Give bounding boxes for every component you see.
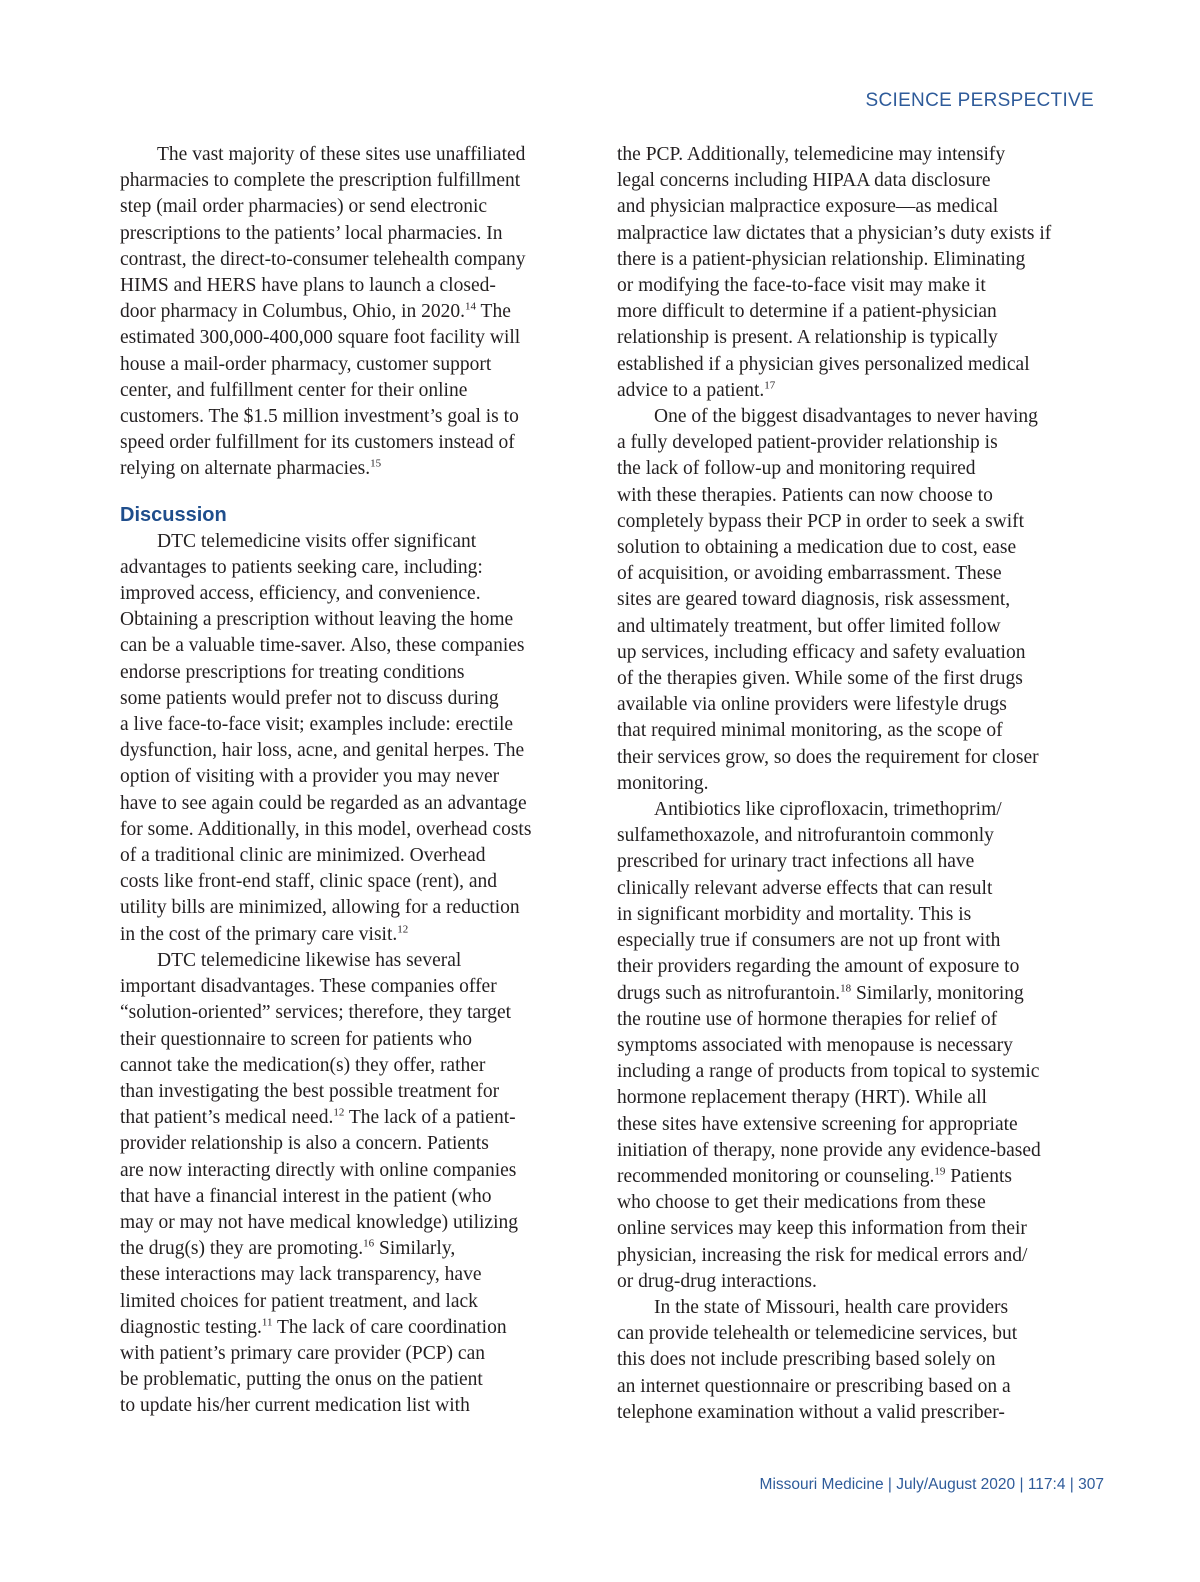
paragraph xyxy=(120,948,568,1420)
text-line: be problematic, putting the onus on the patient xyxy=(120,1369,483,1391)
citation-ref: 18 xyxy=(840,982,852,994)
citation-ref: 19 xyxy=(934,1165,946,1178)
text-line: a live face-to-face visit; examples include: erectile xyxy=(120,714,514,736)
text-line: HIMS and HERS have plans to launch a closed- xyxy=(120,275,496,297)
text-line: endorse prescriptions for treating conditions xyxy=(120,661,465,683)
text-line: there is a patient-physician relationship. Eliminating xyxy=(617,248,1026,270)
text-line: for some. Additionally, in this model, overhead costs xyxy=(120,818,532,840)
text-line: that required minimal monitoring, as the scope of xyxy=(617,720,1003,742)
text-line: malpractice law dictates that a physician’s duty exists if xyxy=(617,222,1052,244)
text-line: with these therapies. Patients can now choose to xyxy=(617,484,993,506)
text-line: with patient’s primary care provider (PCP) can xyxy=(120,1342,485,1364)
text-line: speed order fulfillment for its customers instead of xyxy=(120,432,515,454)
text-line: especially true if consumers are not up front with xyxy=(617,930,1001,952)
text-line: who choose to get their medications from these xyxy=(617,1192,986,1214)
text-line: this does not include prescribing based solely on xyxy=(617,1349,996,1371)
text-line: or modifying the face-to-face visit may make it xyxy=(617,275,986,297)
text-line: step (mail order pharmacies) or send electronic xyxy=(120,196,488,218)
text-line: symptoms associated with menopause is necessary xyxy=(617,1034,1013,1056)
text-line: to update his/her current medication list with xyxy=(120,1395,470,1417)
text-line: solution to obtaining a medication due to cost, ease xyxy=(617,537,1017,559)
issue-date: July/August 2020 xyxy=(896,1476,1016,1493)
text-segment: relying on alternate pharmacies. xyxy=(120,458,371,480)
citation-ref: 12 xyxy=(333,1106,345,1119)
text-line: some patients would prefer not to discuss during xyxy=(120,687,499,709)
left-column xyxy=(120,142,568,1420)
text-line: these sites have extensive screening for appropriate xyxy=(617,1113,1018,1135)
text-line: of the therapies given. While some of the first drugs xyxy=(617,668,1023,690)
citation-ref: 12 xyxy=(397,923,409,936)
text-line: One of the biggest disadvantages to never having xyxy=(654,406,1038,428)
text-line: DTC telemedicine visits offer significant xyxy=(157,530,477,552)
text-line: customers. The $1.5 million investment’s goal is to xyxy=(120,406,519,428)
text-line: option of visiting with a provider you may never xyxy=(120,766,500,788)
text-line xyxy=(120,299,568,325)
text-line xyxy=(617,981,1083,1007)
text-line: including a range of products from topical to systemic xyxy=(617,1061,1040,1083)
text-line: sulfamethoxazole, and nitrofurantoin commonly xyxy=(617,825,994,847)
text-segment: Similarly, xyxy=(374,1238,456,1260)
text-line: completely bypass their PCP in order to seek a swift xyxy=(617,510,1025,532)
text-segment: The xyxy=(480,301,511,323)
text-line: than investigating the best possible treatment for xyxy=(120,1080,500,1102)
text-line: cannot take the medication(s) they offer, rather xyxy=(120,1054,486,1076)
footer-separator: | xyxy=(887,1476,892,1493)
text-line: their services grow, so does the requirement for closer xyxy=(617,746,1039,768)
text-line: legal concerns including HIPAA data disclosure xyxy=(617,170,991,192)
text-line: the routine use of hormone therapies for relief of xyxy=(617,1008,998,1030)
text-segment: The lack of a patient- xyxy=(344,1107,516,1129)
text-line: DTC telemedicine likewise has several xyxy=(157,949,462,971)
text-line: of acquisition, or avoiding embarrassment. These xyxy=(617,563,1002,585)
text-line: prescribed for urinary tract infections all have xyxy=(617,851,975,873)
text-line: monitoring. xyxy=(617,772,709,794)
text-line xyxy=(617,378,1083,404)
text-line xyxy=(120,456,568,482)
volume-issue: 117:4 xyxy=(1027,1476,1066,1493)
text-line: relationship is present. A relationship is typically xyxy=(617,327,998,349)
citation-ref: 14 xyxy=(465,300,477,313)
text-line: pharmacies to complete the prescription fulfillment xyxy=(120,170,521,192)
text-line: Antibiotics like ciprofloxacin, trimethoprim/ xyxy=(654,799,1002,821)
text-line: more difficult to determine if a patient-physician xyxy=(617,301,997,323)
text-line: house a mail-order pharmacy, customer support xyxy=(120,353,492,375)
section-label: SCIENCE PERSPECTIVE xyxy=(865,90,1094,111)
text-segment: drugs such as nitrofurantoin. xyxy=(617,982,841,1004)
text-line: physician, increasing the risk for medical errors and/ xyxy=(617,1244,1028,1266)
section-heading-discussion: Discussion xyxy=(120,503,227,526)
text-line: can be a valuable time-saver. Also, these companies xyxy=(120,635,525,657)
text-line: online services may keep this information from their xyxy=(617,1218,1027,1240)
footer-separator: | xyxy=(1019,1476,1024,1493)
text-line xyxy=(617,1164,1083,1190)
text-line: and physician malpractice exposure—as medical xyxy=(617,196,999,218)
text-segment: that patient’s medical need. xyxy=(120,1107,334,1129)
text-line: the PCP. Additionally, telemedicine may intensify xyxy=(617,144,1006,165)
text-line: estimated 300,000-400,000 square foot facility will xyxy=(120,327,521,349)
text-line: utility bills are minimized, allowing for a reduction xyxy=(120,897,520,919)
text-line xyxy=(120,1236,568,1262)
paragraph xyxy=(617,142,1083,404)
text-line: of a traditional clinic are minimized. Overhead xyxy=(120,845,486,867)
text-line: clinically relevant adverse effects that can result xyxy=(617,877,993,899)
text-line: center, and fulfillment center for their online xyxy=(120,379,468,401)
text-segment: diagnostic testing. xyxy=(120,1316,262,1338)
text-line: in significant morbidity and mortality. This is xyxy=(617,903,972,925)
text-line: prescriptions to the patients’ local pharmacies. In xyxy=(120,222,503,244)
paragraph xyxy=(120,142,568,483)
paragraph xyxy=(617,1295,1083,1426)
citation-ref: 15 xyxy=(370,457,382,470)
text-segment: the drug(s) they are promoting. xyxy=(120,1238,364,1260)
paragraph xyxy=(120,529,568,948)
text-segment: Similarly, monitoring xyxy=(851,982,1024,1004)
text-line: a fully developed patient-provider relationship is xyxy=(617,432,998,454)
text-line: “solution-oriented” services; therefore, they target xyxy=(120,1002,512,1024)
text-segment: advice to a patient. xyxy=(617,379,765,401)
text-line: In the state of Missouri, health care providers xyxy=(654,1296,1009,1318)
text-line: that have a financial interest in the patient (who xyxy=(120,1185,492,1207)
paragraph xyxy=(617,797,1083,1295)
text-line: sites are geared toward diagnosis, risk assessment, xyxy=(617,589,1011,611)
text-segment: door pharmacy in Columbus, Ohio, in 2020. xyxy=(120,301,466,323)
text-line: an internet questionnaire or prescribing based on a xyxy=(617,1375,1011,1397)
text-line: established if a physician gives personalized medical xyxy=(617,353,1030,375)
text-line: hormone replacement therapy (HRT). While all xyxy=(617,1087,987,1109)
text-line: advantages to patients seeking care, including: xyxy=(120,556,483,578)
text-line: telephone examination without a valid prescriber- xyxy=(617,1401,1005,1423)
text-line: are now interacting directly with online companies xyxy=(120,1159,517,1181)
footer-separator: | xyxy=(1069,1476,1074,1493)
text-segment: recommended monitoring or counseling. xyxy=(617,1165,935,1187)
text-line: the lack of follow-up and monitoring required xyxy=(617,458,976,480)
text-line xyxy=(120,1105,568,1131)
paragraph xyxy=(617,404,1083,797)
text-segment: in the cost of the primary care visit. xyxy=(120,923,398,945)
page-footer xyxy=(760,1476,1104,1494)
citation-ref: 11 xyxy=(261,1316,273,1329)
text-line: provider relationship is also a concern. Patients xyxy=(120,1133,489,1155)
text-line: contrast, the direct-to-consumer telehealth company xyxy=(120,248,526,270)
text-line: have to see again could be regarded as an advantage xyxy=(120,792,527,814)
text-line: available via online providers were lifestyle drugs xyxy=(617,694,1007,716)
text-line: limited choices for patient treatment, and lack xyxy=(120,1290,478,1312)
text-line: up services, including efficacy and safety evaluation xyxy=(617,641,1026,663)
text-line: improved access, efficiency, and convenience. xyxy=(120,583,481,605)
text-segment: The lack of care coordination xyxy=(272,1316,507,1338)
text-line: or drug-drug interactions. xyxy=(617,1270,817,1292)
citation-ref: 16 xyxy=(363,1237,375,1250)
text-line: these interactions may lack transparency, have xyxy=(120,1264,482,1286)
page-number: 307 xyxy=(1078,1476,1104,1493)
text-line: initiation of therapy, none provide any evidence-based xyxy=(617,1139,1041,1161)
text-line xyxy=(120,1315,568,1341)
text-line: their questionnaire to screen for patients who xyxy=(120,1028,472,1050)
journal-name: Missouri Medicine xyxy=(759,1476,884,1493)
text-line: costs like front-end staff, clinic space (rent), and xyxy=(120,871,498,893)
text-line: important disadvantages. These companies offer xyxy=(120,976,497,998)
text-segment: Patients xyxy=(945,1165,1012,1187)
text-line: Obtaining a prescription without leaving the home xyxy=(120,609,514,631)
text-line: dysfunction, hair loss, acne, and genital herpes. The xyxy=(120,740,525,762)
text-line: can provide telehealth or telemedicine services, but xyxy=(617,1323,1018,1345)
citation-ref: 17 xyxy=(764,379,776,392)
right-column xyxy=(617,142,1083,1426)
text-line: their providers regarding the amount of exposure to xyxy=(617,956,1020,978)
text-line: and ultimately treatment, but offer limited follow xyxy=(617,615,1001,637)
text-line: The vast majority of these sites use unaffiliated xyxy=(157,144,526,165)
text-line: may or may not have medical knowledge) utilizing xyxy=(120,1211,519,1233)
text-line xyxy=(120,922,568,948)
